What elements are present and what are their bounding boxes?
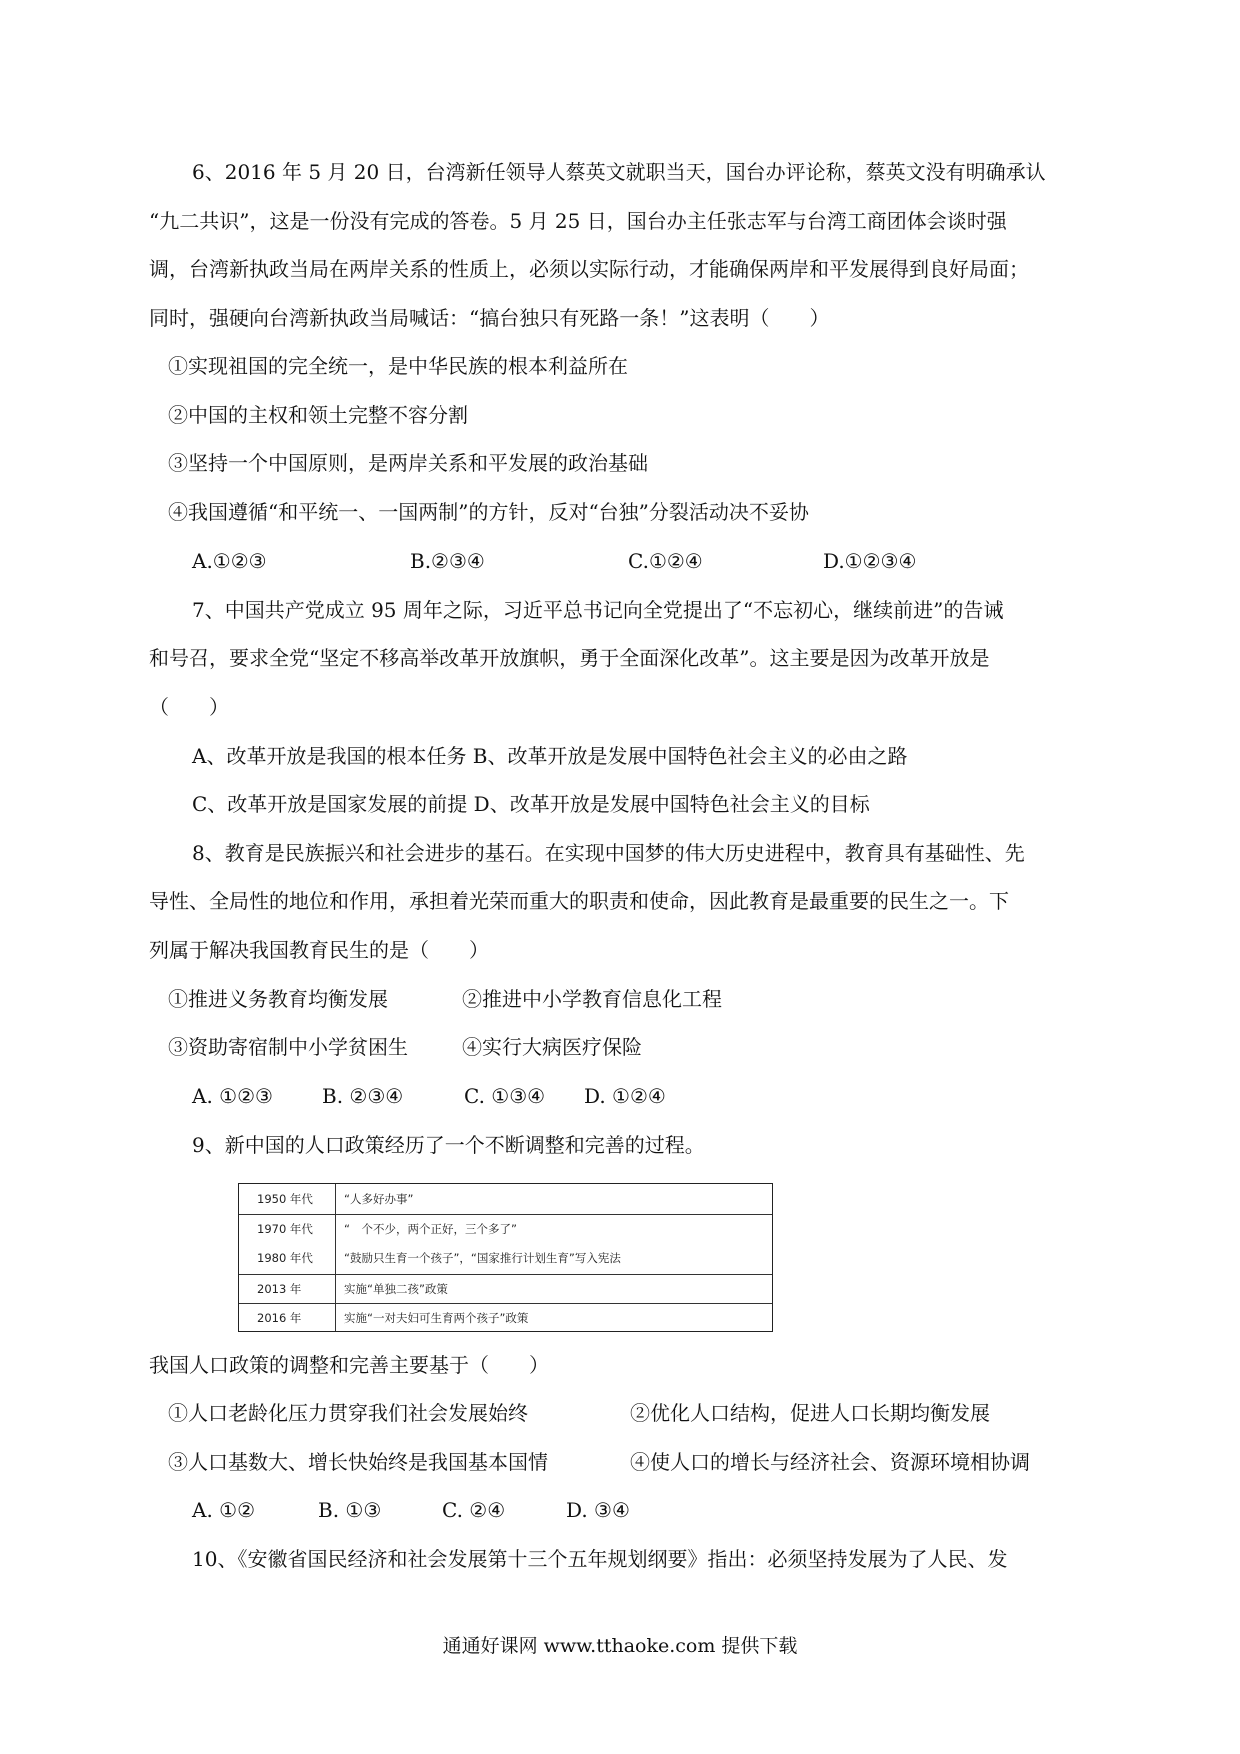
population-policy-table bbox=[238, 1183, 773, 1332]
q9-option-a[interactable]: A. ①② bbox=[192, 1498, 256, 1522]
q6-statement-4: ④我国遵循“和平统一、一国两制”的方针，反对“台独”分裂活动决不妥协 bbox=[168, 500, 809, 524]
q7-line-1: 7、中国共产党成立 95 周年之际，习近平总书记向全党提出了“不忘初心，继续前进”的告诫 bbox=[192, 598, 1004, 622]
q8-option-d[interactable]: D. ①②④ bbox=[584, 1084, 666, 1108]
q6-line-2: “九二共识”，这是一份没有完成的答卷。5 月 25 日，国台办主任张志军与台湾工商团体会谈时强 bbox=[149, 209, 1007, 233]
q8-line-1: 8、教育是民族振兴和社会进步的基石。在实现中国梦的伟大历史进程中，教育具有基础性、先 bbox=[192, 841, 1025, 865]
q9-question: 我国人口政策的调整和完善主要基于（ ） bbox=[149, 1353, 549, 1377]
q6-line-4: 同时，强硬向台湾新执政当局喊话：“搞台独只有死路一条！”这表明（ ） bbox=[149, 306, 830, 330]
q9-option-d[interactable]: D. ③④ bbox=[566, 1498, 630, 1522]
q8-statement-2: ②推进中小学教育信息化工程 bbox=[462, 987, 722, 1011]
table-period-5: 2016 年 bbox=[257, 1311, 302, 1325]
q9-statement-2: ②优化人口结构，促进人口长期均衡发展 bbox=[630, 1401, 990, 1425]
table-row-divider bbox=[239, 1214, 772, 1215]
q6-line-1: 6、2016 年 5 月 20 日，台湾新任领导人蔡英文就职当天，国台办评论称，蔡英文没有明确承认 bbox=[192, 160, 1046, 184]
q8-option-b[interactable]: B. ②③④ bbox=[322, 1084, 404, 1108]
q9-option-b[interactable]: B. ①③ bbox=[318, 1498, 382, 1522]
q9-statement-1: ①人口老龄化压力贯穿我们社会发展始终 bbox=[168, 1401, 528, 1425]
q8-line-3: 列属于解决我国教育民生的是（ ） bbox=[149, 938, 489, 962]
q6-statement-1: ①实现祖国的完全统一，是中华民族的根本利益所在 bbox=[168, 354, 628, 378]
table-policy-5: 实施“一对夫妇可生育两个孩子”政策 bbox=[344, 1311, 529, 1325]
q7-option-line-2: C、改革开放是国家发展的前提 D、改革开放是发展中国特色社会主义的目标 bbox=[192, 792, 870, 816]
q8-option-a[interactable]: A. ①②③ bbox=[192, 1084, 273, 1108]
table-policy-3: “鼓励只生育一个孩子”，“国家推行计划生育”写入宪法 bbox=[344, 1251, 621, 1265]
table-policy-2: “ 个不少，两个正好，三个多了” bbox=[344, 1222, 517, 1236]
q9-statement-4: ④使人口的增长与经济社会、资源环境相协调 bbox=[630, 1450, 1030, 1474]
table-period-1: 1950 年代 bbox=[257, 1192, 313, 1206]
q6-option-d[interactable]: D.①②③④ bbox=[823, 549, 917, 573]
q6-statement-2: ②中国的主权和领土完整不容分割 bbox=[168, 403, 468, 427]
q6-statement-3: ③坚持一个中国原则，是两岸关系和平发展的政治基础 bbox=[168, 451, 648, 475]
q8-option-c[interactable]: C. ①③④ bbox=[464, 1084, 546, 1108]
table-column-divider bbox=[335, 1184, 336, 1331]
table-row-divider bbox=[239, 1303, 772, 1304]
page-footer: 通通好课网 www.tthaoke.com 提供下载 bbox=[442, 1635, 798, 1657]
q6-option-a[interactable]: A.①②③ bbox=[192, 549, 267, 573]
table-period-2: 1970 年代 bbox=[257, 1222, 313, 1236]
q8-line-2: 导性、全局性的地位和作用，承担着光荣而重大的职责和使命，因此教育是最重要的民生之一。下 bbox=[149, 889, 1009, 913]
q10-line-1: 10、《安徽省国民经济和社会发展第十三个五年规划纲要》指出：必须坚持发展为了人民、发 bbox=[192, 1547, 1008, 1571]
table-period-4: 2013 年 bbox=[257, 1282, 302, 1296]
q8-statement-1: ①推进义务教育均衡发展 bbox=[168, 987, 388, 1011]
q6-line-3: 调，台湾新执政当局在两岸关系的性质上，必须以实际行动，才能确保两岸和平发展得到良好局面； bbox=[149, 257, 1029, 281]
q7-option-line-1: A、改革开放是我国的根本任务 B、改革开放是发展中国特色社会主义的必由之路 bbox=[192, 744, 908, 768]
q6-option-b[interactable]: B.②③④ bbox=[410, 549, 485, 573]
q9-option-c[interactable]: C. ②④ bbox=[442, 1498, 506, 1522]
q9-intro: 9、新中国的人口政策经历了一个不断调整和完善的过程。 bbox=[192, 1133, 705, 1157]
table-row-divider bbox=[239, 1274, 772, 1275]
table-policy-4: 实施“单独二孩”政策 bbox=[344, 1282, 448, 1296]
table-policy-1: “人多好办事” bbox=[344, 1192, 414, 1206]
q7-line-2: 和号召，要求全党“坚定不移高举改革开放旗帜，勇于全面深化改革”。这主要是因为改革开放是 bbox=[149, 646, 990, 670]
q6-option-c[interactable]: C.①②④ bbox=[628, 549, 703, 573]
q7-line-3: （ ） bbox=[149, 695, 229, 719]
q8-statement-3: ③资助寄宿制中小学贫困生 bbox=[168, 1035, 408, 1059]
q9-statement-3: ③人口基数大、增长快始终是我国基本国情 bbox=[168, 1450, 548, 1474]
q8-statement-4: ④实行大病医疗保险 bbox=[462, 1035, 642, 1059]
table-period-3: 1980 年代 bbox=[257, 1251, 313, 1265]
